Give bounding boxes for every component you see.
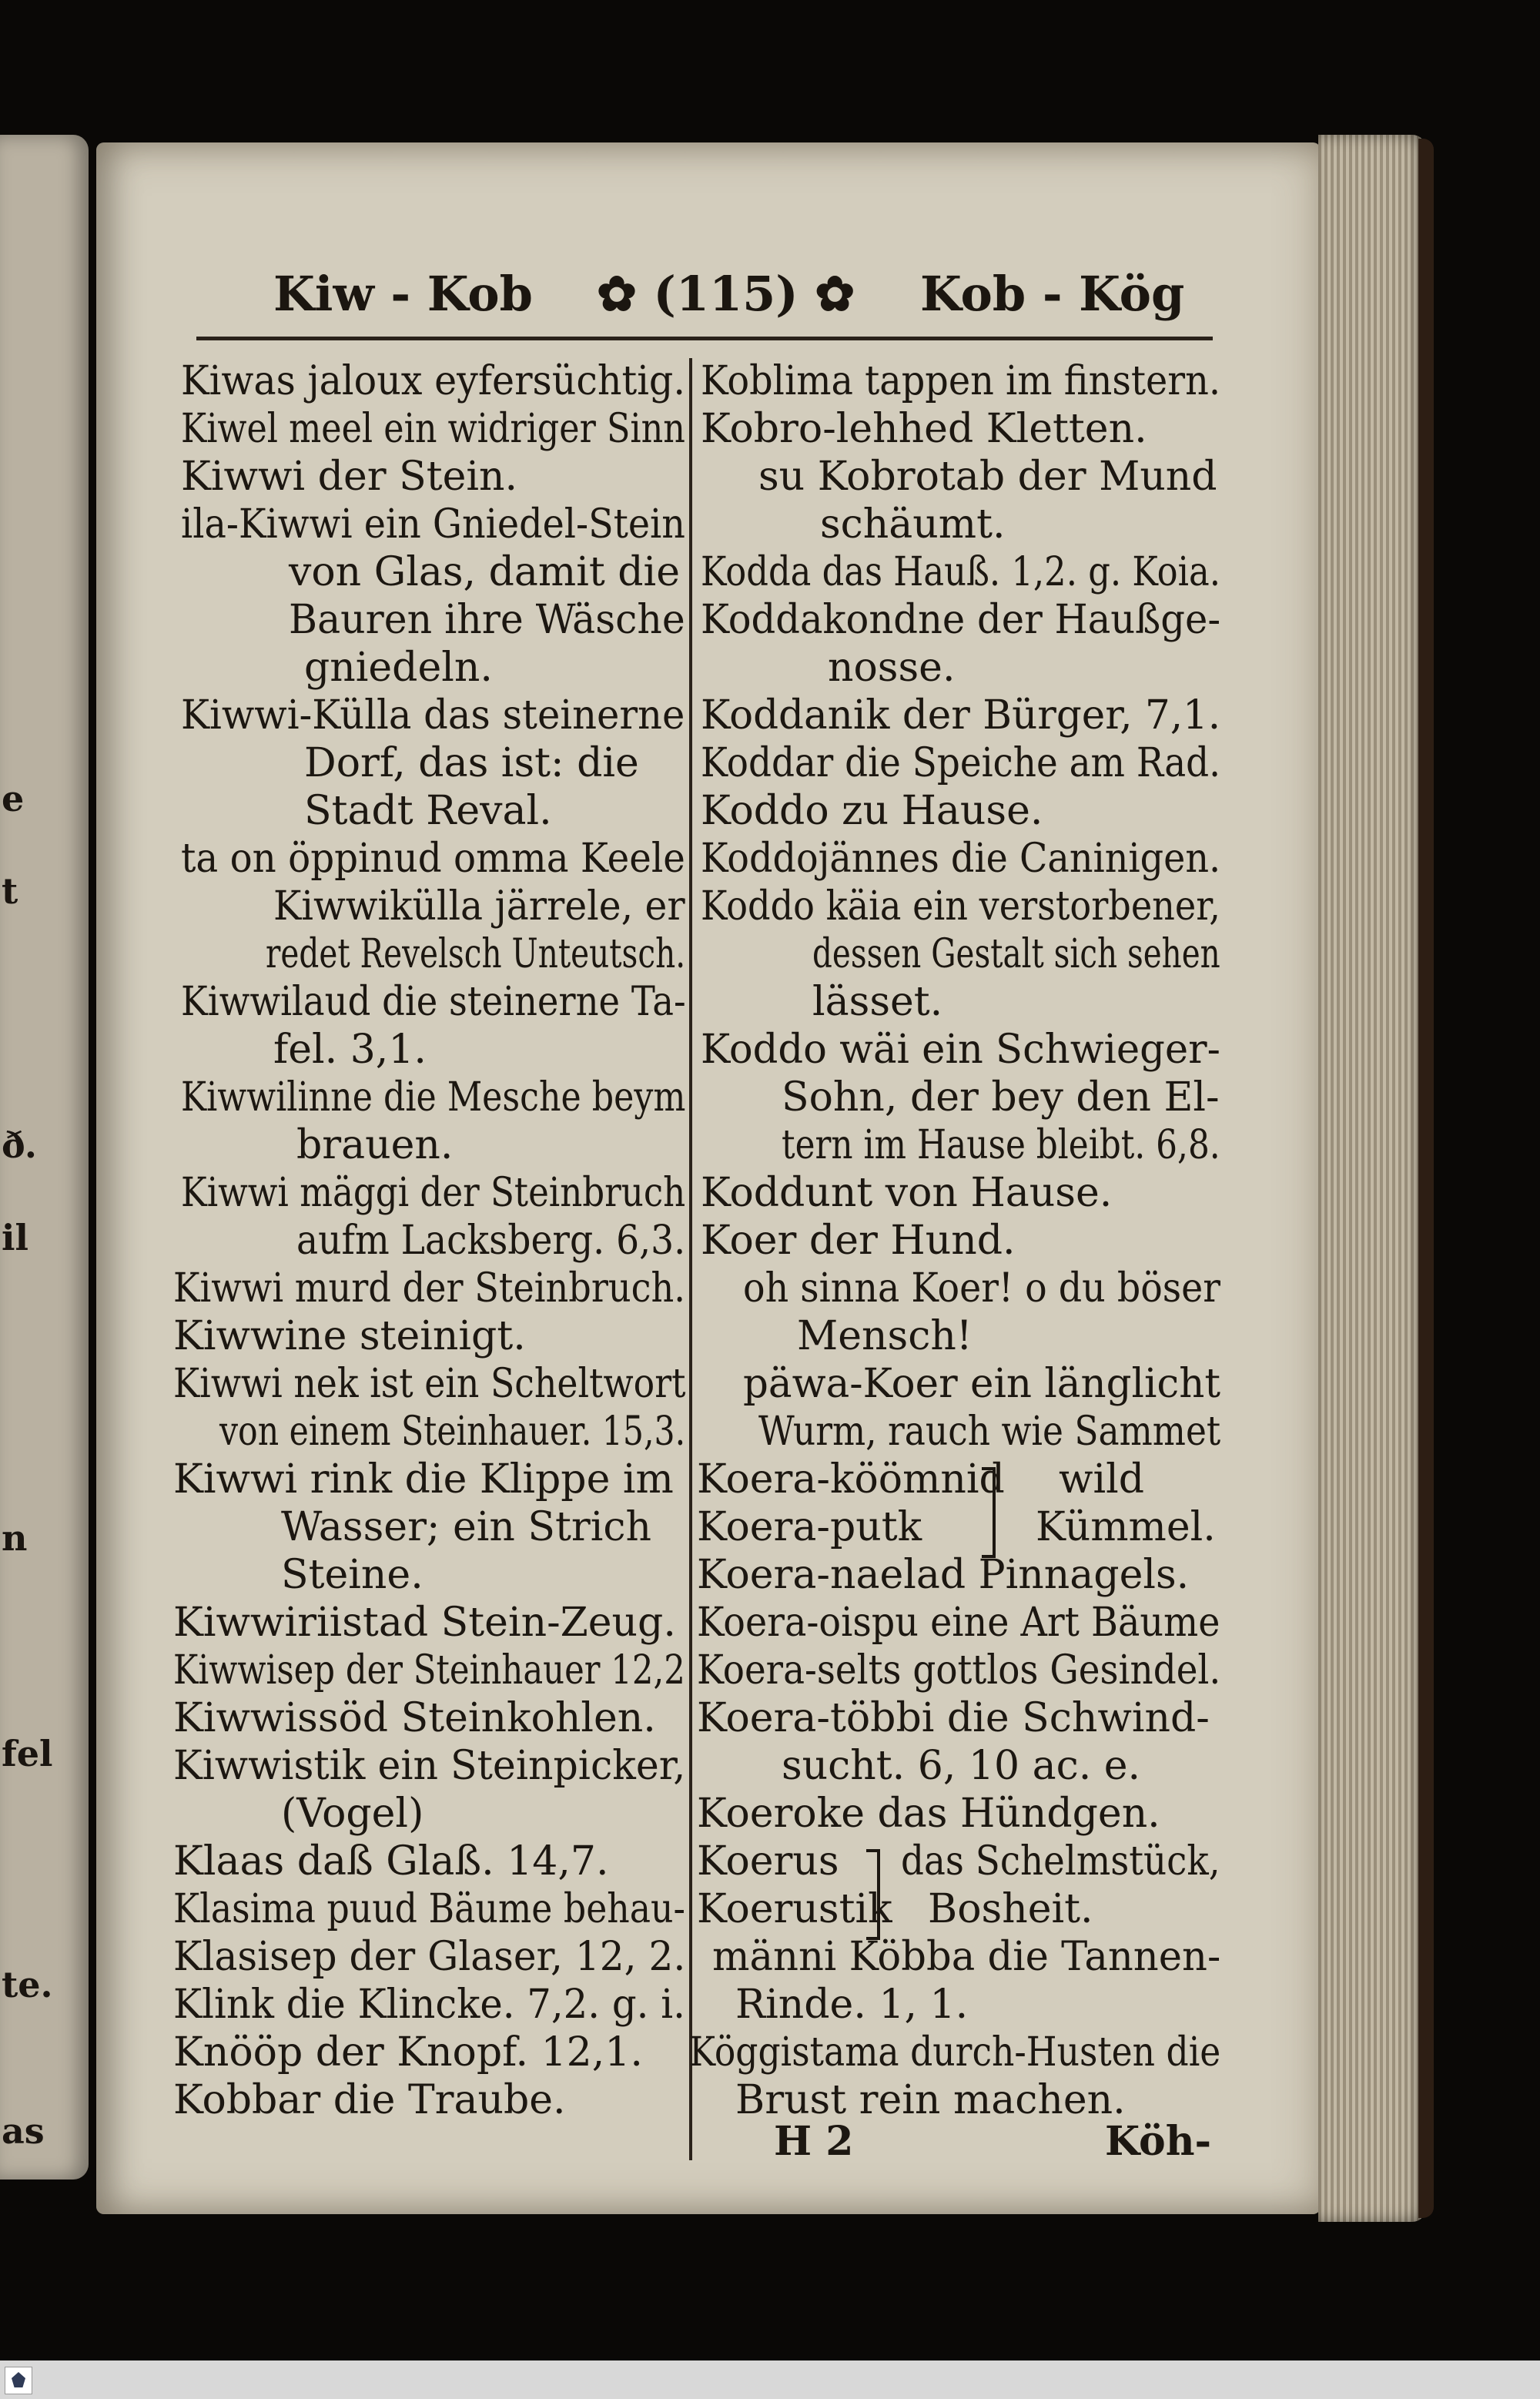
entry-line: Koera-selts gottlos Gesindel. — [697, 1647, 1221, 1694]
entry-line: Kobbar die Traube. — [173, 2077, 566, 2123]
entry-line: dessen Gestalt sich sehen — [812, 931, 1220, 977]
entry-line: Kiwwiriistad Stein-Zeug. — [173, 1600, 676, 1646]
entry-line: Kiwwi nek ist ein Scheltwort — [173, 1361, 686, 1407]
entry-line: Koddo wäi ein Schwieger- — [701, 1027, 1220, 1073]
entry-line: Mensch! — [797, 1313, 973, 1359]
library-logo-icon — [5, 2367, 32, 2394]
entry-line: Koblima tappen im finstern. — [701, 358, 1221, 404]
entry-line: Köggistama durch-Husten die — [689, 2029, 1221, 2076]
entry-line: Kiwwissöd Steinkohlen. — [173, 1695, 656, 1741]
bracket — [866, 1849, 880, 1940]
entry-line: Klasima puud Bäume behau- — [173, 1886, 685, 1932]
entry-line: Koerustik — [697, 1886, 892, 1932]
entry-line: aufm Lacksberg. 6,3. — [296, 1218, 686, 1264]
entry-line: brauen. — [296, 1122, 454, 1168]
page-edges — [1318, 135, 1426, 2222]
entry-line: von einem Steinhauer. 15,3. — [219, 1409, 686, 1455]
left-fragment: fel — [2, 1733, 53, 1774]
entry-line: von Glas, damit die — [289, 549, 680, 595]
left-fragment: n — [2, 1517, 28, 1559]
entry-line: Koddojännes die Caninigen. — [701, 836, 1221, 882]
book-cover — [1418, 139, 1434, 2218]
entry-line: su Kobrotab der Mund — [758, 454, 1217, 500]
entry-line: Koerus — [697, 1838, 839, 1885]
entry-line: tern im Hause bleibt. 6,8. — [782, 1122, 1220, 1168]
entry-line: Kiwas jaloux eyfersüchtig. — [181, 358, 685, 404]
entry-line: Kiwwi-Külla das steinerne — [181, 692, 685, 739]
entry-line: Wurm, rauch wie Sammet — [758, 1409, 1221, 1455]
entry-line: lässet. — [812, 979, 943, 1025]
header-left: Kiw - Kob — [273, 266, 533, 322]
entry-line: Brust rein machen. — [735, 2077, 1126, 2123]
entry-line: sucht. 6, 10 ac. e. — [782, 1743, 1141, 1789]
entry-line: Koddakondne der Haußge- — [701, 597, 1221, 643]
viewer-bottom-bar — [0, 2360, 1540, 2399]
bracket — [982, 1467, 996, 1558]
entry-line: Kiwel meel ein widriger Sinn — [181, 406, 685, 452]
entry-line: Koddanik der Bürger, 7,1. — [701, 692, 1221, 739]
entry-line: männi Köbba die Tannen- — [712, 1934, 1221, 1980]
entry-line: Wasser; ein Strich — [281, 1504, 652, 1550]
column-divider — [689, 358, 692, 2160]
entry-line: Kiwwisep der Steinhauer 12,2 — [173, 1647, 685, 1694]
entry-line: Stadt Reval. — [304, 788, 552, 834]
entry-line: Koddar die Speiche am Rad. — [701, 740, 1221, 786]
left-page-edge — [0, 135, 89, 2180]
entry-line: Koera-köömnid — [697, 1456, 1005, 1503]
entry-line: fel. 3,1. — [273, 1027, 427, 1073]
left-fragment: il — [2, 1217, 28, 1258]
entry-line: Sohn, der bey den El- — [782, 1074, 1220, 1121]
entry-line: Rinde. 1, 1. — [735, 1982, 969, 2028]
entry-line: Kiwwi rink die Klippe im — [173, 1456, 674, 1503]
left-fragment: t — [2, 870, 18, 912]
entry-line: Kiwwine steinigt. — [173, 1313, 526, 1359]
entry-line: Koer der Hund. — [701, 1218, 1016, 1264]
entry-line: Koddo käia ein verstorbener, — [701, 883, 1220, 930]
catchword: Köh- — [1105, 2118, 1212, 2165]
left-fragment: te. — [2, 1964, 53, 2005]
left-fragment: as — [2, 2110, 45, 2152]
entry-line: gniedeln. — [304, 645, 493, 691]
entry-line: Kiwwistik ein Steinpicker, — [173, 1743, 686, 1789]
entry-line: Kodda das Hauß. 1,2. g. Koia. — [701, 549, 1220, 595]
entry-line: Kiwwikülla järrele, er — [273, 883, 685, 930]
entry-line: Kiwwi murd der Steinbruch. — [173, 1265, 685, 1312]
entry-line: Koera-oispu eine Art Bäume — [697, 1600, 1220, 1646]
entry-line: Kümmel. — [1036, 1504, 1216, 1550]
entry-line: Klaas daß Glaß. 14,7. — [173, 1838, 609, 1885]
entry-line: Bosheit. — [928, 1886, 1093, 1932]
entry-line: oh sinna Koer! o du böser — [743, 1265, 1220, 1312]
entry-line: schäumt. — [820, 501, 1006, 548]
entry-line: päwa-Koer ein länglicht — [743, 1361, 1221, 1407]
entry-line: Kiwwilaud die steinerne Ta- — [181, 979, 686, 1025]
entry-line: Kiwwi mäggi der Steinbruch — [181, 1170, 686, 1216]
entry-line: Dorf, das ist: die — [304, 740, 639, 786]
entry-line: Kobro-lehhed Kletten. — [701, 406, 1147, 452]
left-fragment: e — [2, 778, 25, 819]
entry-line: Klink die Klincke. 7,2. g. i. — [173, 1982, 685, 2028]
entry-line: redet Revelsch Unteutsch. — [266, 931, 686, 977]
entry-line: Bauren ihre Wäsche — [289, 597, 685, 643]
entry-line: wild — [1059, 1456, 1145, 1503]
entry-line: Klasisep der Glaser, 12, 2. — [173, 1934, 686, 1980]
entry-line: Koddo zu Hause. — [701, 788, 1043, 834]
page-number: ✿ (115) ✿ — [597, 266, 855, 322]
entry-line: Kiwwi der Stein. — [181, 454, 518, 500]
header-rule — [196, 337, 1213, 340]
entry-line: ta on öppinud omma Keele — [181, 836, 685, 882]
entry-line: nosse. — [828, 645, 956, 691]
entry-line: Koera-putk — [697, 1504, 922, 1550]
entry-line: Kiwwilinne die Mesche beym — [181, 1074, 686, 1121]
entry-line: Koera-naelad Pinnagels. — [697, 1552, 1190, 1598]
entry-line: (Vogel) — [281, 1791, 424, 1837]
entry-line: Koeroke das Hündgen. — [697, 1791, 1160, 1837]
entry-line: Knööp der Knopf. 12,1. — [173, 2029, 643, 2076]
entry-line: Koddunt von Hause. — [701, 1170, 1113, 1216]
signature-mark: H 2 — [774, 2118, 854, 2165]
entry-line: ila-Kiwwi ein Gniedel-Stein — [181, 501, 685, 548]
entry-line: Steine. — [281, 1552, 424, 1598]
entry-line: Koera-többi die Schwind- — [697, 1695, 1210, 1741]
header-right: Kob - Kög — [920, 266, 1185, 322]
entry-line: das Schelmstück, — [901, 1838, 1220, 1885]
left-fragment: ð. — [2, 1124, 37, 1166]
